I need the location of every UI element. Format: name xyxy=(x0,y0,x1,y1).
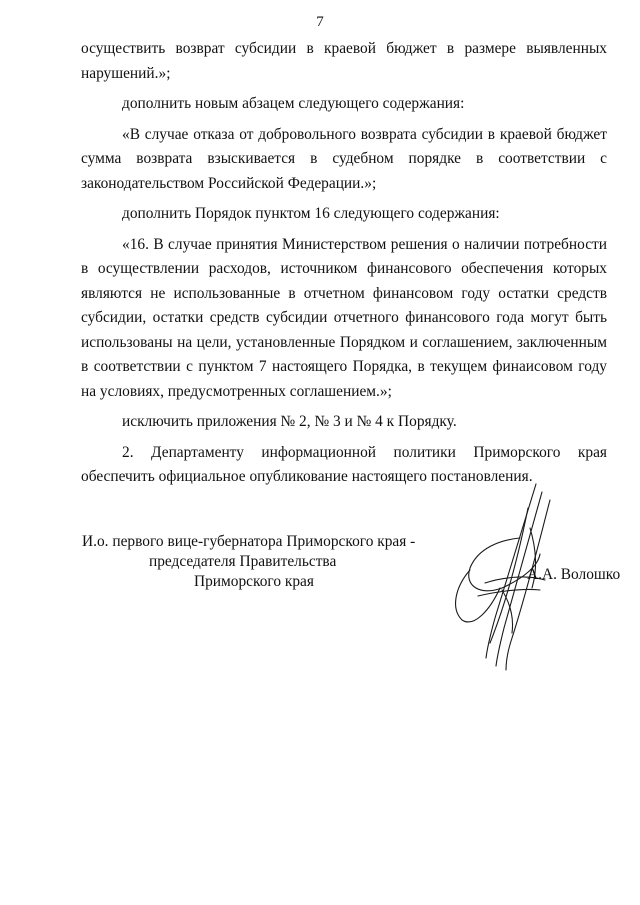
paragraph-exclude-annexes: исключить приложения № 2, № 3 и № 4 к Порядку. xyxy=(122,413,457,430)
document-body xyxy=(81,37,607,496)
paragraph-item-16: «16. В случае принятия Министерством решения о наличии потребности в осуществлении расходов, источником финансового обеспечения которых являются не использованные в отчетном финансовом году остатки средств субсидии, остатки средств субсидии отчетного финансового года могут быть использованы на цели, установленные Порядком и соглашением, заключенным в соответствии с пунктом 7 настоящего Порядка, в текущем финаисовом году на условиях, предусмотренных соглашением.»; xyxy=(81,235,607,400)
signatory-title-line-2: председателя Правительства xyxy=(149,553,337,570)
paragraph-continuation: осуществить возврат субсидии в краевой бюджет в размере выявленных нарушений.»; xyxy=(81,40,607,82)
signer-name: А.А. Волошко xyxy=(527,566,621,583)
signatory-title-line-3: Приморского края xyxy=(194,573,314,590)
paragraph-quoted-text: «В случае отказа от добровольного возврата субсидии в краевой бюджет сумма возврата взыскивается в судебном порядке в соответствии с законодательством Российской Федерации.»; xyxy=(81,125,607,192)
paragraph-amendment-intro: дополнить новым абзацем следующего содержания: xyxy=(122,95,465,112)
page-number: 7 xyxy=(316,14,324,30)
signatory-title-line-1: И.о. первого вице-губернатора Приморского края - xyxy=(82,533,416,550)
paragraph-item-2: 2. Департаменту информационной политики Приморского края обеспечить официальное опубликование настоящего постановления. xyxy=(81,443,607,485)
signatory-title xyxy=(82,532,415,592)
paragraph-amendment-intro-2: дополнить Порядок пунктом 16 следующего содержания: xyxy=(122,205,500,222)
